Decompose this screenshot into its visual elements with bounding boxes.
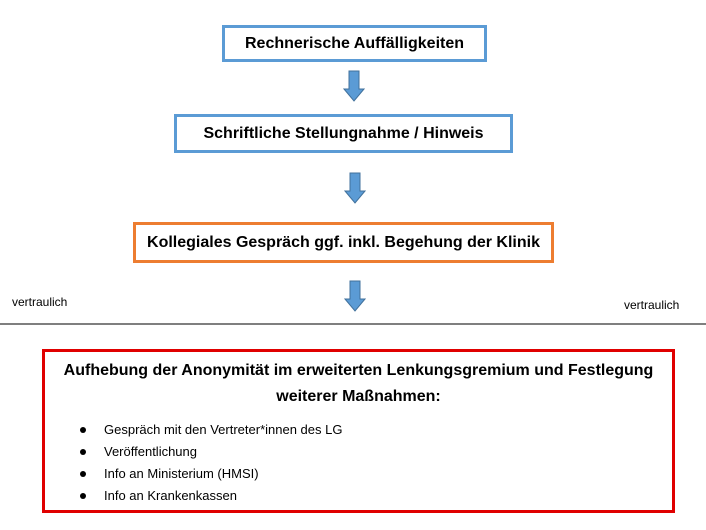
measure-label: Gespräch mit den Vertreter*innen des LG [104, 422, 343, 437]
list-item [78, 419, 342, 441]
step-kollegiales-gespraech [133, 222, 554, 263]
bullet-icon [80, 427, 86, 433]
final-title-line-1: Aufhebung der Anonymität im erweiterten Lenkungsgremium und Festlegung [63, 362, 654, 379]
list-item [78, 485, 342, 507]
confidential-label-right: vertraulich [624, 298, 680, 312]
final-step-box [42, 349, 675, 513]
step-schriftliche-stellungnahme [174, 114, 513, 153]
step-rechnerische-auffaelligkeiten [222, 25, 487, 62]
step-label: Rechnerische Auffälligkeiten [244, 34, 465, 52]
final-title-line-2: weiterer Maßnahmen: [276, 388, 441, 405]
measure-label: Info an Krankenkassen [104, 488, 237, 503]
down-arrow-icon [343, 70, 365, 102]
measure-label: Info an Ministerium (HMSI) [104, 466, 259, 481]
down-arrow-icon [344, 172, 366, 204]
down-arrow-icon [344, 280, 366, 312]
measure-label: Veröffentlichung [104, 444, 197, 459]
measures-list [78, 419, 342, 507]
step-label: Kollegiales Gespräch ggf. inkl. Begehung der Klinik [147, 233, 540, 251]
list-item [78, 441, 342, 463]
confidentiality-separator [0, 323, 706, 325]
final-step-title [45, 358, 672, 410]
bullet-icon [80, 493, 86, 499]
confidential-label-left: vertraulich [12, 295, 68, 309]
bullet-icon [80, 471, 86, 477]
step-label: Schriftliche Stellungnahme / Hinweis [203, 124, 484, 142]
list-item [78, 463, 342, 485]
bullet-icon [80, 449, 86, 455]
